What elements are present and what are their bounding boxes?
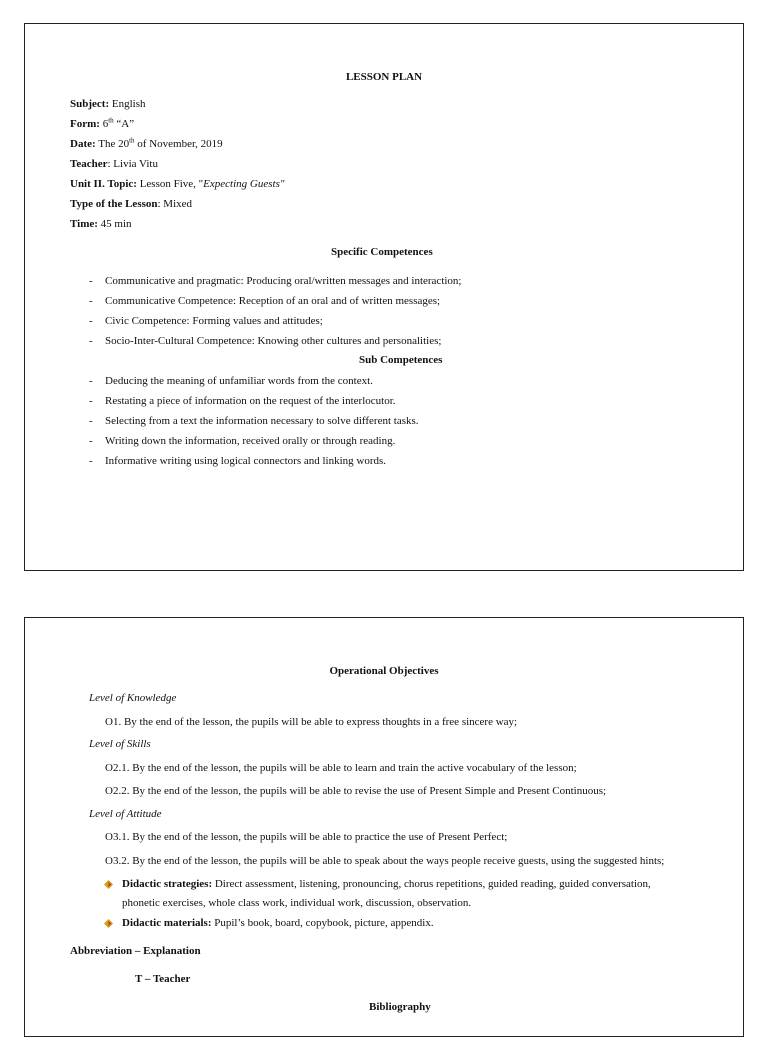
level-skills-label: Level of Skills [89, 738, 151, 750]
objective-o1: O1. By the end of the lesson, the pupils will be able to express thoughts in a free sincere way; [105, 716, 518, 728]
list-item: - Civic Competence: Forming values and attitudes; [89, 315, 323, 327]
arrow-bullet-icon [104, 880, 113, 889]
list-item: - Socio-Inter-Cultural Competence: Knowing other cultures and personalities; [89, 335, 442, 347]
abbreviation-teacher: T – Teacher [135, 973, 191, 985]
objective-o2-2: O2.2. By the end of the lesson, the pupils will be able to revise the use of Present Simple and Present Continuous; [105, 785, 607, 797]
list-item: - Communicative and pragmatic: Producing oral/written messages and interaction; [89, 275, 462, 287]
bibliography-heading: Bibliography [369, 1001, 431, 1013]
didactic-strategies-item: Didactic strategies: Direct assessment, listening, pronouncing, chorus repetitions, guided reading, guided conversation, [122, 877, 651, 891]
list-item: - Communicative Competence: Reception of an oral and of written messages; [89, 295, 441, 307]
date-line: Date: The 20th of November, 2019 [70, 136, 223, 150]
list-item: - Selecting from a text the information necessary to solve different tasks. [89, 415, 419, 427]
specific-competences-heading: Specific Competences [331, 246, 433, 258]
list-item: - Informative writing using logical connectors and linking words. [89, 455, 387, 467]
list-item: - Writing down the information, received orally or through reading. [89, 435, 396, 447]
unit-line: Unit II. Topic: Lesson Five, "Expecting Guests" [70, 178, 285, 190]
level-attitude-label: Level of Attitude [89, 808, 162, 820]
form-line: Form: 6th “A” [70, 116, 135, 130]
operational-objectives-heading: Operational Objectives [329, 665, 439, 677]
subject-line: Subject: English [70, 98, 146, 110]
teacher-line: Teacher: Livia Vitu [70, 158, 158, 170]
lesson-type-line: Type of the Lesson: Mixed [70, 198, 193, 210]
list-item: - Deducing the meaning of unfamiliar words from the context. [89, 375, 373, 387]
sub-competences-heading: Sub Competences [359, 354, 443, 366]
list-item: - Restating a piece of information on the request of the interlocutor. [89, 395, 396, 407]
didactic-strategies-continued: phonetic exercises, whole class work, individual work, discussion, observation. [122, 897, 472, 909]
level-knowledge-label: Level of Knowledge [89, 692, 177, 704]
objective-o3-1: O3.1. By the end of the lesson, the pupils will be able to practice the use of Present Perfect; [105, 831, 508, 843]
didactic-materials-item: Didactic materials: Pupil’s book, board, copybook, picture, appendix. [122, 916, 434, 930]
objective-o3-2: O3.2. By the end of the lesson, the pupils will be able to speak about the ways people receive guests, using the suggested hints; [105, 855, 665, 867]
arrow-bullet-icon [104, 919, 113, 928]
document-page-1 [24, 23, 744, 571]
objective-o2-1: O2.1. By the end of the lesson, the pupils will be able to learn and train the active vocabulary of the lesson; [105, 762, 577, 774]
abbreviation-heading: Abbreviation – Explanation [70, 945, 201, 957]
document-page-2 [24, 617, 744, 1037]
lesson-plan-title: LESSON PLAN [345, 71, 423, 83]
time-line: Time: 45 min [70, 218, 132, 230]
